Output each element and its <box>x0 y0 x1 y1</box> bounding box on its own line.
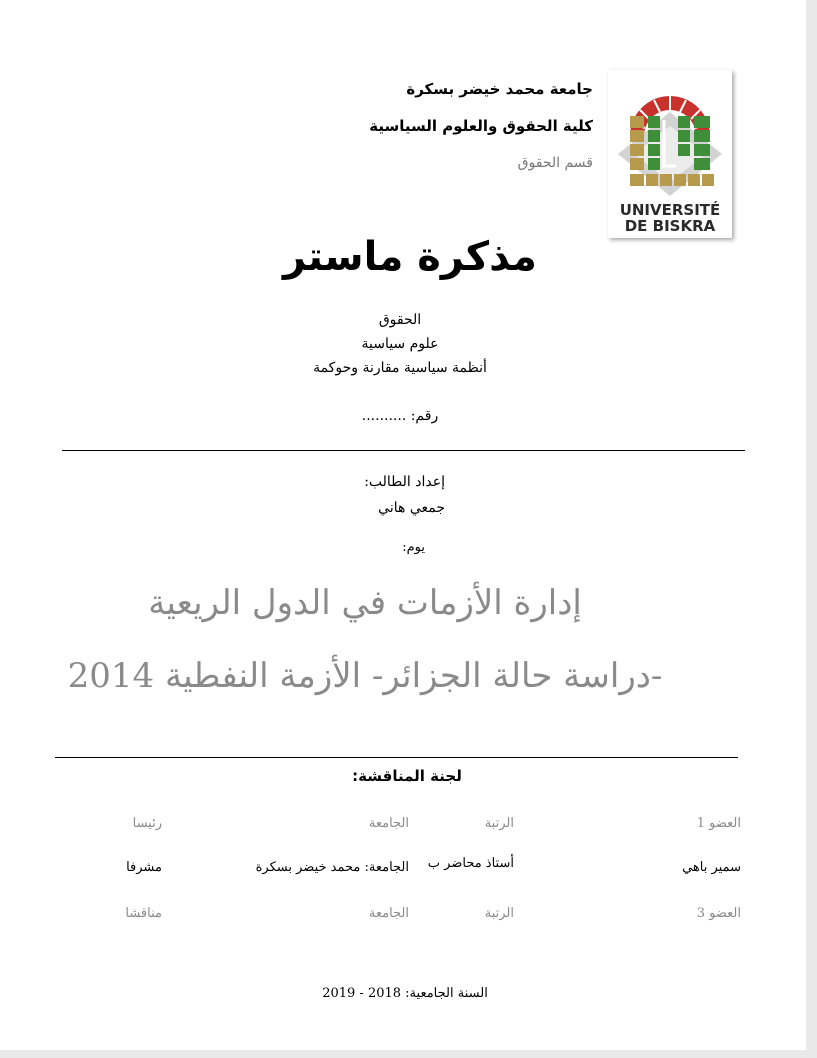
member-role: مشرفا <box>126 860 162 875</box>
faculty-name: كلية الحقوق والعلوم السياسية <box>369 117 593 135</box>
logo-text-line2: DE BISKRA <box>624 217 716 235</box>
specialty-block <box>250 308 550 380</box>
page-edge-bottom <box>0 1050 817 1058</box>
member-rank: الرتبة <box>484 816 514 831</box>
member-university: الجامعة: محمد خيضر بسكرة <box>255 860 409 875</box>
logo-emblem <box>608 70 732 200</box>
student-name: جمعي هاني <box>378 500 445 516</box>
separator-line <box>55 757 738 758</box>
university-logo <box>608 70 732 238</box>
member-role: مناقشا <box>125 906 162 921</box>
member-university: الجامعة <box>368 816 409 831</box>
document-type-title: مذكرة ماستر <box>283 234 537 280</box>
branch-label: علوم سياسية <box>361 336 439 352</box>
member-name: العضو 3 <box>696 906 741 921</box>
university-name: جامعة محمد خيضر بسكرة <box>406 80 593 98</box>
specialty-label: أنظمة سياسية مقارنة وحوكمة <box>313 360 487 376</box>
committee-heading: لجنة المناقشة: <box>352 767 462 785</box>
thesis-title-line2: -دراسة حالة الجزائر- الأزمة النفطية 2014 <box>67 656 663 696</box>
member-university: الجامعة <box>368 906 409 921</box>
logo-text-line1: UNIVERSITÉ <box>619 201 721 219</box>
member-rank: الرتبة <box>484 906 514 921</box>
academic-year: السنة الجامعية: 2018 - 2019 <box>322 986 488 1001</box>
defense-day-label: يوم: <box>402 540 425 555</box>
thesis-title-line1: إدارة الأزمات في الدول الريعية <box>148 583 582 623</box>
document-number: رقم: .......... <box>361 408 439 424</box>
page-edge-right <box>806 0 817 1058</box>
field-label: الحقوق <box>378 312 422 328</box>
prepared-by-label: إعداد الطالب: <box>364 474 445 490</box>
department-name: قسم الحقوق <box>517 155 593 171</box>
member-rank: أستاذ محاضر ب <box>427 856 514 871</box>
separator-line <box>62 450 745 451</box>
member-name: العضو 1 <box>696 816 741 831</box>
member-role: رئيسا <box>132 816 162 831</box>
member-name: سمير باهي <box>682 860 741 875</box>
